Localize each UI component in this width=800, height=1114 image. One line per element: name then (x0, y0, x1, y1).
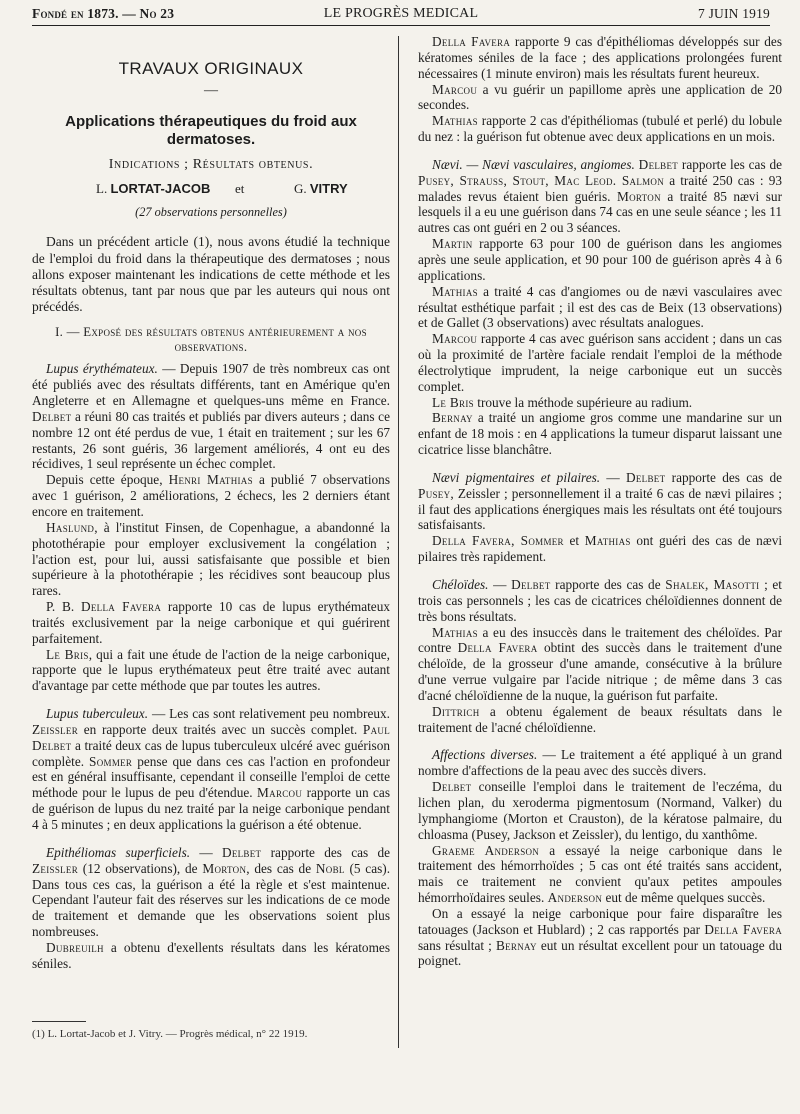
paragraph-della-favera-pilaires: Della Favera, Sommer et Mathias ont guéri des cas de nævi pilaires très rapidement. (418, 533, 783, 565)
section-I-heading: I. — Exposé des résultats obtenus antérieurement a nos observations. (55, 325, 367, 355)
journal-title: LE PROGRÈS MEDICAL (323, 6, 479, 21)
left-column (32, 39, 390, 972)
article-title-line1: Applications thérapeutiques du froid aux (65, 112, 357, 130)
intro-paragraph: Dans un précédent article (1), nous avons étudié la technique de l'emploi du froid dans la thérapeutique des dermatoses ; nous allons exposer maintenant les indications de cette méthode et les résultats obtenus, tant par nous que par les auteurs qui nous ont précédés. (32, 234, 390, 315)
right-column (418, 34, 782, 969)
paragraph-cheloides: Chéloïdes. — Delbet rapporte des cas de Shalek, Masotti ; et trois cas personnels ; les cas de cicatrices chéloïdiennes donnent de très bons résultats. (418, 577, 782, 624)
running-head-left: Fondé en 1873. — No 23 (32, 6, 175, 21)
column-divider (398, 36, 399, 1048)
paragraph-affections-diverses: Affections diverses. — Le traitement a été appliqué à un grand nombre d'affections de la peau avec des succès divers. (418, 747, 782, 779)
paragraph-dubreuilh: Dubreuilh a obtenu d'exellents résultats dans les kératomes séniles. (32, 939, 390, 971)
article-title-line2: dermatoses. (166, 130, 256, 148)
authors (32, 181, 390, 199)
article-subtitle: Indications ; Résultats obtenus. (108, 156, 314, 172)
paragraph-mathias-epith: Mathias rapporte 2 cas d'épithéliomas (tubulé et perlé) du lobule du nez : la guérison fut obtenue avec deux applications en un mois. (418, 113, 782, 145)
paragraph-naevi-pigmentaires: Nævi pigmentaires et pilaires. — Delbet rapporte des cas de Pusey, Zeissler ; personnellement il a traité 6 cas de nævi pilaires ; il faut des applications énergiques mais les résultats ont été toujours satisfaisants. (418, 469, 782, 533)
paragraph-delbet-eczema: Delbet conseille l'emploi dans le traitement de l'eczéma, du lichen plan, du xeroderma pigmentosum (Normand, Valker) du lymphangiome (Morton et Crauston), de la kératose palmaire, du chloasma (Pusey, Jackson et Zeissler), du lentigo, du xanthôme. (418, 779, 782, 842)
author-2: G. VITRY (294, 180, 348, 196)
paragraph-graeme-anderson: Graeme Anderson a essayé la neige carbonique dans le traitement des hémorrhoïdes ; 5 cas ont été traités sans accident, mais ce traitement ne convient qu'aux petites ampoules hémorrhoïdaires seules. Anderson eut de même quelques succès. (418, 842, 782, 906)
running-head (32, 6, 770, 24)
paragraph-della-favera: P. B. Della Favera rapporte 10 cas de lupus erythémateux traités exclusivement par la neige carbonique et qui guérirent parfaitement. (32, 599, 391, 646)
paragraph-marcou-angiomes: Marcou rapporte 4 cas avec guérison sans accident ; dans un cas où la proximité de l'artère faciale rendait l'emploi de la méthode électrolytique imprudent, la neige carbonique eut un succès complet. (418, 331, 782, 394)
paragraph-naevi: Nævi. — Nævi vasculaires, angiomes. Delbet rapporte les cas de Pusey, Strauss, Stout, Mac Leod. Salmon a traité 250 cas : 93 malades revus étaient bien guéris. Morton a traité 85 nævi sur lesquels il a eu une guérison dans 74 cas en une seule séance ; les 11 autres cas ont guéri en 2 ou 3 séances. (418, 156, 783, 236)
paragraph-della-favera-epith: Della Favera rapporte 9 cas d'épithéliomas développés sur des kératomes séniles de la face ; des applications prolongées furent nécessaires (1 minute environ) mais les résultats furent heureux. (418, 34, 782, 81)
paragraph-bernay-angiome: Bernay a traité un angiome gros comme une mandarine sur un enfant de 18 mois : en 4 applications la tumeur disparut laissant une cicatrice lisse blanchâtre. (418, 410, 782, 458)
footnote: (1) L. Lortat-Jacob et J. Vitry. — Progrès médical, n° 22 1919. (32, 1028, 308, 1040)
paragraph-tatouages: On a essayé la neige carbonique pour faire disparaître les tatouages (Jackson et Hublard) ; 2 cas rapportés par Della Favera sans résultat ; Bernay eut un résultat excellent pour un tatouage du poignet. (418, 905, 783, 969)
footnote-rule (32, 1021, 86, 1022)
header-rule (32, 25, 770, 26)
section-title: TRAVAUX ORIGINAUX (118, 59, 304, 78)
paragraph-mathias-angiomes: Mathias a traité 4 cas d'angiomes ou de nævi vasculaires avec résultat esthétique parfait ; il est des cas de Beix (13 observations) et de Gallet (3 observations) avec résultats analogues. (418, 283, 782, 331)
issue-date: 7 JUIN 1919 (698, 6, 770, 21)
section-dash: — (204, 82, 218, 98)
observations-note: (27 observations personnelles) (135, 204, 287, 219)
paragraph-epitheliomas: Epithéliomas superficiels. — Delbet rapporte des cas de Zeissler (12 observations), de Morton, des cas de Nobl (5 cas). Dans tous ces cas, la guérison a été la règle et s'est maintenue. Cependant l'auteur fait des réserves sur les indications de ce mode de traitement et demande que les observations soient plus nombreuses. (32, 844, 391, 940)
paragraph-le-bris: Le Bris, qui a fait une étude de l'action de la neige carbonique, rapporte que le lupus erythémateux peut être traité avec autant d'avantage par cette méthode que par toutes les autres. (32, 646, 390, 694)
paragraph-martin: Martin rapporte 63 pour 100 de guérison dans les angiomes après une seule application, et 90 pour 100 de guérison après 4 à 6 applications. (418, 236, 782, 283)
article-title (32, 113, 390, 149)
authors-et: et (235, 180, 245, 196)
paragraph-lupus-tuberculeux: Lupus tuberculeux. — Les cas sont relativement peu nombreux. Zeissler en rapporte deux traités avec un succès complet. Paul Delbet a traité deux cas de lupus tuberculeux ulcéré avec guérison complète. Sommer pense que dans ces cas l'action en profondeur est en général insuffisante, cependant il conseille l'emploi de cette méthode pour le lupus de peu d'étendue. Marcou rapporte un cas de guérison de lupus du nez traité par la neige carbonique pendant 4 à 5 minutes ; en deux applications la guérison a été obtenue. (32, 706, 391, 833)
paragraph-marcou-papillome: Marcou a vu guérir un papillome après une application de 20 secondes. (418, 81, 782, 113)
paragraph-mathias-cheloides: Mathias a eu des insuccès dans le traitement des chéloïdes. Par contre Della Favera obtint des succès dans le traitement d'une chéloïde, de la grosseur d'une amande, consécutive à la brûlure d'une verrue vulgaire par l'acide nitrique ; de même dans 3 cas d'acné chéloïdienne de la nuque, la guérison fut parfaite. (418, 624, 783, 703)
paragraph-dittrich: Dittrich a obtenu également de beaux résultats dans le traitement de l'acné chéloïdienne. (418, 703, 783, 735)
paragraph-le-bris-radium: Le Bris trouve la méthode supérieure au radium. (432, 394, 693, 410)
paragraph-lupus-erythemateux: Lupus érythémateux. — Depuis 1907 de très nombreux cas ont été publiés avec des résultats différents, tant en Amérique qu'en Angleterre et en Allemagne et quelques-uns même en France. Delbet a réuni 80 cas traités et publiés par divers auteurs ; dans ce nombre 12 ont été perdus de vue, 1 était en traitement ; sur les 67 restants, 26 sont guéris, 36 largement améliorés, 4 ont eu des récidives, 1 seul représente un échec complet. (32, 361, 390, 472)
author-1: L. LORTAT-JACOB (96, 180, 211, 196)
paragraph-haslund: Haslund, à l'institut Finsen, de Copenhague, a abandonné la photothérapie pour employer exclusivement la congélation ; l'action est, pour lui, aussi satisfaisante que possible et bien supérieure à la photothérapie ; les récidives sont beaucoup plus rares. (32, 519, 390, 599)
paragraph-mathias: Depuis cette époque, Henri Mathias a publié 7 observations avec 1 guérison, 2 améliorations, 2 échecs, les 2 derniers étant encore en traitement. (32, 472, 390, 519)
